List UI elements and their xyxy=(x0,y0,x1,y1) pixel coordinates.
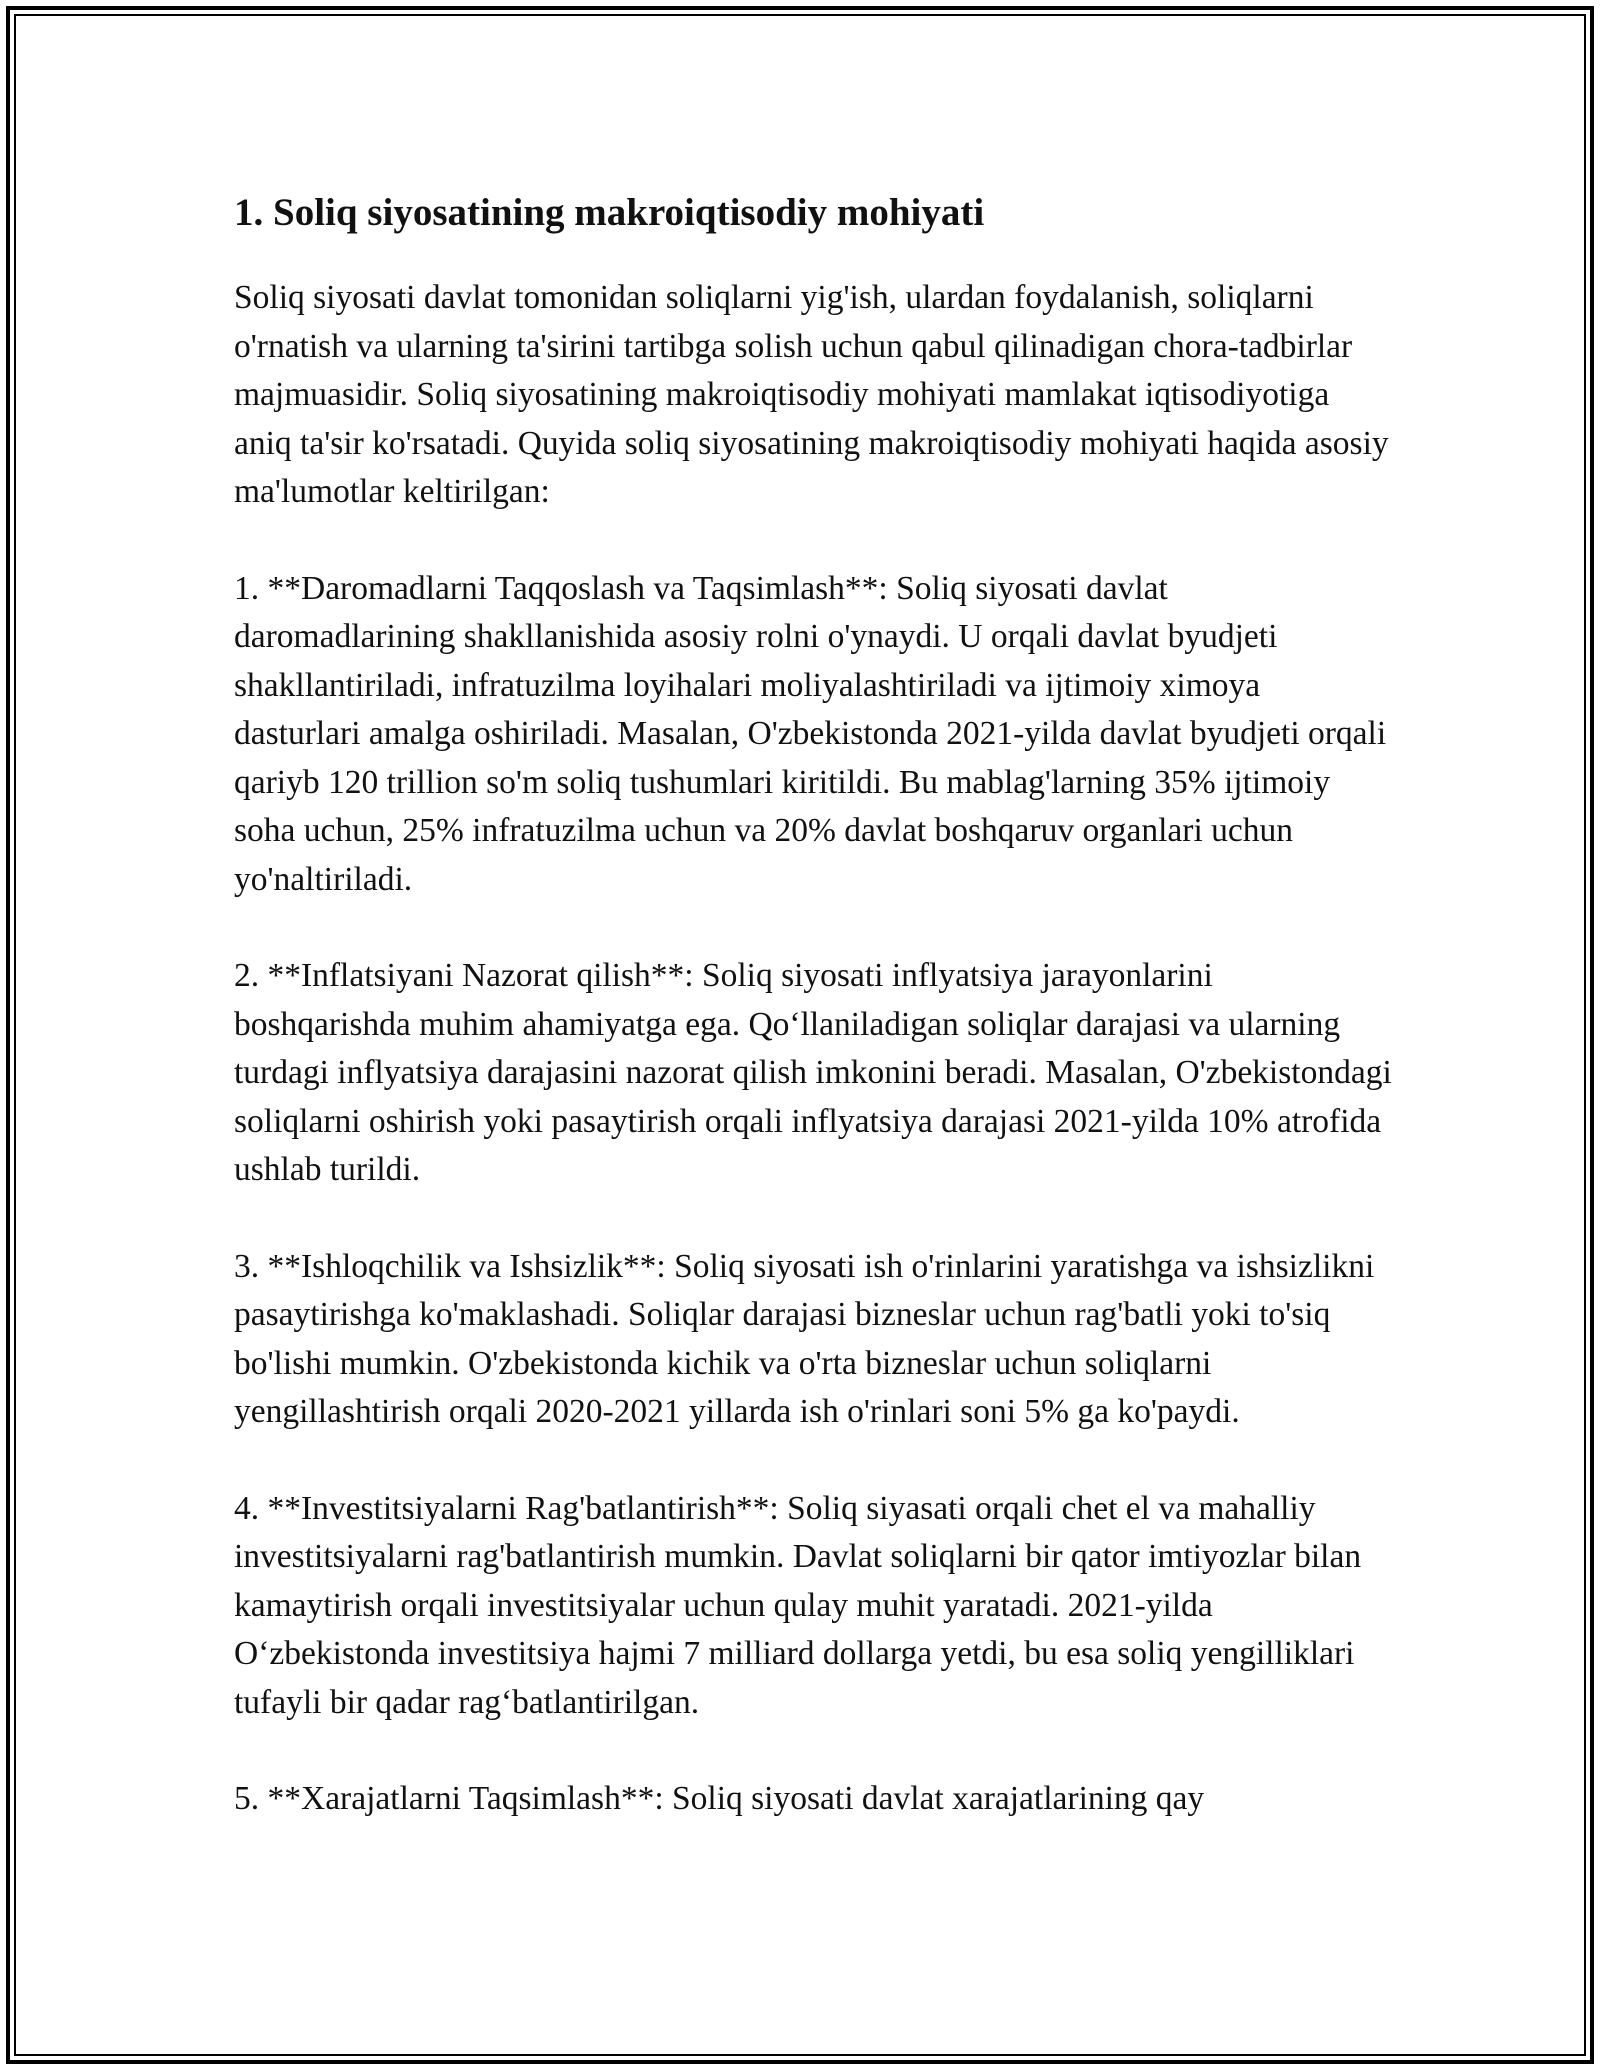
point-3-paragraph: 3. **Ishloqchilik va Ishsizlik**: Soliq siyosati ish o'rinlarini yaratishga va ishsizlikni pasaytirishga ko'maklashadi. Soliqlar darajasi bizneslar uchun rag'batli yoki to'siq bo'lishi mumkin. O'zbekistonda kichik va o'rta bizneslar uchun soliqlarni yengillashtirish orqali 2020-2021 yillarda ish o'rinlari soni 5% ga ko'paydi. xyxy=(234,1247,1375,1430)
point-5-paragraph: 5. **Xarajatlarni Taqsimlash**: Soliq siyosati davlat xarajatlarining qay xyxy=(234,1780,1205,1817)
point-2-paragraph: 2. **Inflatsiyani Nazorat qilish**: Soliq siyosati inflyatsiya jarayonlarini boshqarishda muhim ahamiyatga ega. Qo‘llaniladigan soliqlar darajasi va ularning turdagi inflyatsiya darajasini nazorat qilish imkonini beradi. Masalan, O'zbekistondagi soliqlarni oshirish yoki pasaytirish orqali inflyatsiya darajasi 2021-yilda 10% atrofida ushlab turildi. xyxy=(234,957,1392,1188)
document-body xyxy=(234,184,1394,1872)
section-heading: 1. Soliq siyosatining makroiqtisodiy mohiyati xyxy=(234,191,985,234)
point-1-paragraph: 1. **Daromadlarni Taqqoslash va Taqsimlash**: Soliq siyosati davlat daromadlarining shakllanishida asosiy rolni o'ynaydi. U orqali davlat byudjeti shakllantiriladi, infratuzilma loyihalari moliyalashtiriladi va ijtimoiy ximoya dasturlari amalga oshiriladi. Masalan, O'zbekistonda 2021-yilda davlat byudjeti orqali qariyb 120 trillion so'm soliq tushumlari kiritildi. Bu mablag'larning 35% ijtimoiy soha uchun, 25% infratuzilma uchun va 20% davlat boshqaruv organlari uchun yo'naltiriladi. xyxy=(234,569,1387,898)
point-4-paragraph: 4. **Investitsiyalarni Rag'batlantirish**: Soliq siyasati orqali chet el va mahalliy investitsiyalarni rag'batlantirish mumkin. Davlat soliqlarni bir qator imtiyozlar bilan kamaytirish orqali investitsiyalar uchun qulay muhit yaratadi. 2021-yilda O‘zbekistonda investitsiya hajmi 7 milliard dollarga yetdi, bu esa soliq yengilliklari tufayli bir qadar rag‘batlantirilgan. xyxy=(234,1489,1362,1721)
intro-paragraph: Soliq siyosati davlat tomonidan soliqlarni yig'ish, ulardan foydalanish, soliqlarni o'rnatish va ularning ta'sirini tartibga solish uchun qabul qilinadigan chora-tadbirlar majmuasidir. Soliq siyosatining makroiqtisodiy mohiyati mamlakat iqtisodiyotiga aniq ta'sir ko'rsatadi. Quyida soliq siyosatining makroiqtisodiy mohiyati haqida asosiy ma'lumotlar keltirilgan: xyxy=(234,279,1389,510)
